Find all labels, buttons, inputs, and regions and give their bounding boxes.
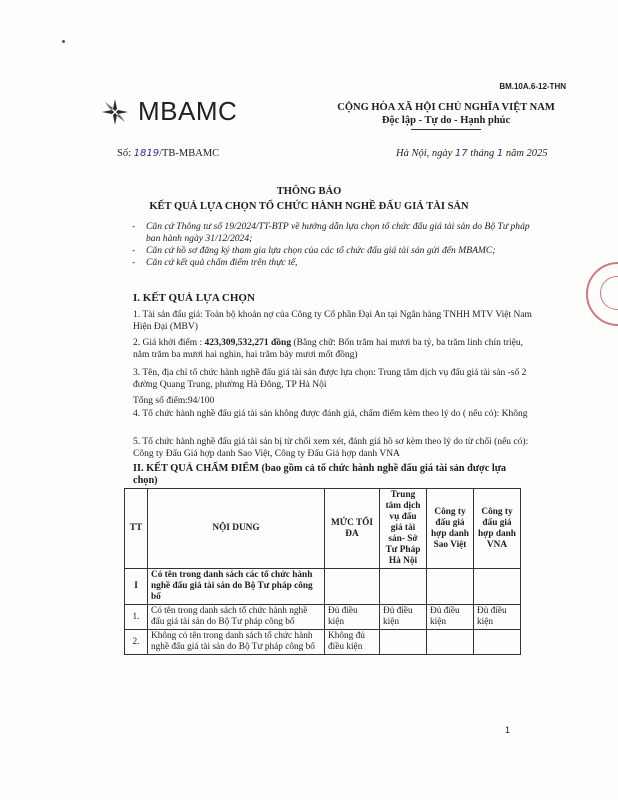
nation-motto: Độc lập - Tự do - Hạnh phúc [381,115,511,126]
price-in-words: (Bằng chữ: Bốn trăm hai mươi ba tỷ, ba trăm linh chín triệu, năm trăm ba mươi hai nghìn, hai trăm bảy mươi mốt đồng) [133,338,524,360]
date-place: Hà Nội, ngày [396,148,455,159]
mbamc-logo [100,96,237,127]
col-header-tt: TT [125,489,148,569]
cell-tt: 2. [125,630,148,655]
cell-tt: 1. [125,605,148,630]
form-code: BM.10A.6-12-THN [499,82,566,91]
legal-basis-item: - Căn cứ kết quả chấm điểm trên thực tế, [132,257,532,269]
not-evaluated-note: 4. Tổ chức hành nghề đấu giá tài sản không được đánh giá, chấm điểm kèm theo lý do ( nếu có): Không [133,409,528,419]
table-row [125,569,521,605]
cell-org2: Đủ điều kiện [427,605,474,630]
star-logo-icon [100,97,130,127]
cell-max [325,569,380,605]
date-month: 1 [496,148,504,159]
table-header-row [125,489,521,569]
cell-max: Không đủ điều kiện [325,630,380,655]
cell-content: Có tên trong danh sách tổ chức hành nghề đấu giá tài sản do Bộ Tư pháp công bố [148,605,325,630]
cell-content: Không có tên trong danh sách tổ chức hành nghề đấu giá tài sản do Bộ Tư pháp công bố [148,630,325,655]
selected-organization: 3. Tên, địa chỉ tổ chức hành nghề đấu giá tài sản được lựa chọn: Trung tâm dịch vụ đấu giá tài sản -số 2 đường Quang Trung, phường Hà Đông, TP Hà Nội [133,368,527,390]
cell-org3: Đủ điều kiện [474,605,521,630]
scoring-table [124,488,521,655]
doc-number-suffix: /TB-MBAMC [159,148,220,159]
document-number [117,148,219,159]
cell-content: Có tên trong danh sách các tổ chức hành nghề đấu giá tài sản do Bộ Tư pháp công bố [148,569,325,605]
motto-underline [411,129,481,130]
notice-subtitle: KẾT QUẢ LỰA CHỌN TỔ CHỨC HÀNH NGHỀ ĐẤU GIÁ TÀI SẢN [149,201,469,212]
nation-name: CỘNG HÒA XÃ HỘI CHỦ NGHĨA VIỆT NAM [337,102,555,113]
legal-basis-item: - Căn cứ hồ sơ đăng ký tham gia lựa chọn của các tổ chức đấu giá tài sản gửi đến MBAMC; [132,245,532,257]
document-date [396,148,548,159]
national-motto [326,102,566,130]
section2-heading: II. KẾT QUẢ CHẤM ĐIỂM (bao gồm cả tổ chức hành nghề đấu giá tài sản được lựa chọn) [133,463,507,486]
col-header-org3: Công ty đấu giá hợp danh VNA [474,489,521,569]
cell-org2 [427,630,474,655]
date-year: năm 2025 [503,148,548,159]
col-header-content: NỘI DUNG [148,489,325,569]
legal-basis-list [132,221,532,269]
cell-org2 [427,569,474,605]
section1-heading: I. KẾT QUẢ LỰA CHỌN [133,292,255,304]
cell-org1 [380,630,427,655]
col-header-org1: Trung tâm dịch vụ đấu giá tài sản- Sở Tư Pháp Hà Nội [380,489,427,569]
total-score: Tổng số điểm:94/100 [133,396,215,406]
cell-org3 [474,569,521,605]
legal-basis-item: - Căn cứ Thông tư số 19/2024/TT-BTP về hướng dẫn lựa chọn tổ chức đấu giá tài sản do Bộ Tư pháp ban hành ngày 31/12/2024; [132,221,532,245]
col-header-max: MỨC TỐI ĐA [325,489,380,569]
date-day: 17 [454,148,468,159]
red-seal [586,262,618,326]
asset-description: 1. Tài sản đấu giá: Toàn bộ khoản nợ của Công ty Cổ phần Đại An tại Ngân hàng TNHH MTV Việt Nam Hiện Đại (MBV) [133,310,532,332]
cell-max: Đủ điều kiện [325,605,380,630]
cell-tt: I [125,569,148,605]
starting-price [133,337,533,361]
cell-org3 [474,630,521,655]
logo-wordmark: MBAMC [138,96,238,126]
doc-number-prefix: Số: [117,148,134,159]
date-month-label: tháng [467,148,497,159]
price-label: 2. Giá khởi điểm : [133,338,205,348]
cell-org1 [380,569,427,605]
table-row [125,605,521,630]
price-amount: 423,309,532,271 đồng [204,338,292,348]
notice-title: THÔNG BÁO [276,186,342,197]
cell-org1: Đủ điều kiện [380,605,427,630]
doc-number-handwritten: 1819 [133,148,160,159]
table-row [125,630,521,655]
page-number: 1 [505,725,511,735]
rejected-organizations: 5. Tổ chức hành nghề đấu giá tài sản bị từ chối xem xét, đánh giá hồ sơ kèm theo lý do từ chối (nếu có): Công ty Đấu Giá hợp danh Sao Việt, Công ty Đấu Giá hợp danh VNA [133,437,529,459]
scan-speck [62,40,65,43]
col-header-org2: Công ty đấu giá hợp danh Sao Việt [427,489,474,569]
